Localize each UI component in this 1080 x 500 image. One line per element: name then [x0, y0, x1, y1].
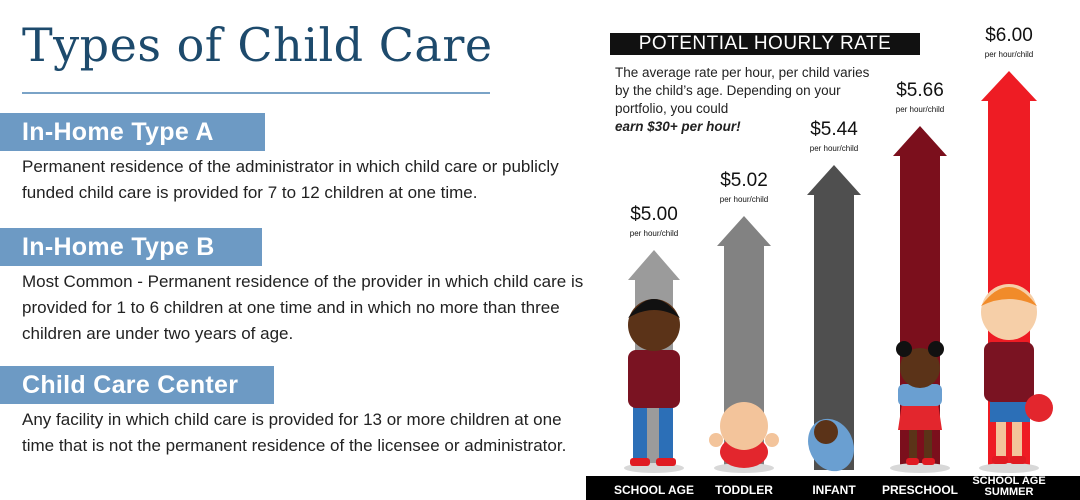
type-b-description: Most Common - Permanent residence of the provider in which child care is provided for 1 to 6 children at one time and in which no more than three children are under two years of age.: [22, 272, 584, 343]
girl-shoe: [906, 458, 919, 465]
summer-leg: [1012, 420, 1022, 460]
shadow: [979, 463, 1039, 473]
toddler-hand: [709, 433, 723, 447]
price-toddler: $5.02: [720, 170, 768, 191]
price-school-age-summer: $6.00: [985, 25, 1033, 46]
age-label-toddler: TODDLER: [715, 483, 773, 497]
unit-school-age-summer: per hour/child: [984, 50, 1034, 59]
unit-preschool: per hour/child: [895, 105, 945, 114]
age-label-school-age: SCHOOL AGE: [613, 483, 694, 497]
infographic-emphasis: earn $30+ per hour!: [615, 119, 741, 134]
girl-hair-bun: [896, 341, 912, 357]
girl-leg: [909, 425, 917, 461]
price-infant: $5.44: [810, 119, 858, 140]
summer-leg: [996, 420, 1006, 460]
summer-shoe: [1010, 456, 1026, 464]
boy-shoe: [656, 458, 676, 466]
unit-infant: per hour/child: [809, 144, 859, 153]
unit-school-age: per hour/child: [629, 229, 679, 238]
girl-hair-bun: [928, 341, 944, 357]
unit-toddler: per hour/child: [719, 195, 769, 204]
age-label-infant: INFANT: [812, 483, 856, 497]
shadow: [890, 463, 950, 473]
price-preschool: $5.66: [896, 80, 944, 101]
toddler-head: [720, 402, 768, 450]
type-b-heading: In-Home Type B: [0, 228, 262, 266]
girl-leg: [924, 425, 932, 461]
girl-shoe: [922, 458, 935, 465]
toddler-hand: [765, 433, 779, 447]
hourly-rate-infographic: [586, 0, 1080, 500]
page-title: Types of Child Care: [22, 18, 493, 72]
type-a-heading: In-Home Type A: [0, 113, 265, 151]
summer-shirt: [984, 342, 1034, 402]
infant-face: [814, 420, 838, 444]
child-care-center-description: Any facility in which child care is provided for 13 or more children at one time that is not the permanent residence of the licensee or administrator.: [22, 410, 567, 455]
summer-shoe: [992, 456, 1008, 464]
boy-shirt: [628, 350, 680, 408]
boy-legs: [633, 404, 647, 460]
price-school-age: $5.00: [630, 204, 678, 225]
age-label-preschool: PRESCHOOL: [881, 483, 958, 497]
boy-shoe: [630, 458, 650, 466]
infographic-description-text: The average rate per hour, per child varies by the child’s age. Depending on your portfolio, you could: [615, 65, 870, 116]
rate-arrows: [586, 0, 1080, 500]
type-a-description: Permanent residence of the administrator in which child care or publicly funded child care is provided for 7 to 12 children at one time.: [22, 157, 559, 202]
infographic-title: POTENTIAL HOURLY RATE: [610, 33, 920, 55]
boy-legs: [659, 404, 673, 460]
child-care-center-heading: Child Care Center: [0, 366, 274, 404]
age-label-school-age-summer: SCHOOL AGE SUMMER: [972, 475, 1046, 498]
summer-ball: [1025, 394, 1053, 422]
title-divider: [22, 92, 490, 94]
